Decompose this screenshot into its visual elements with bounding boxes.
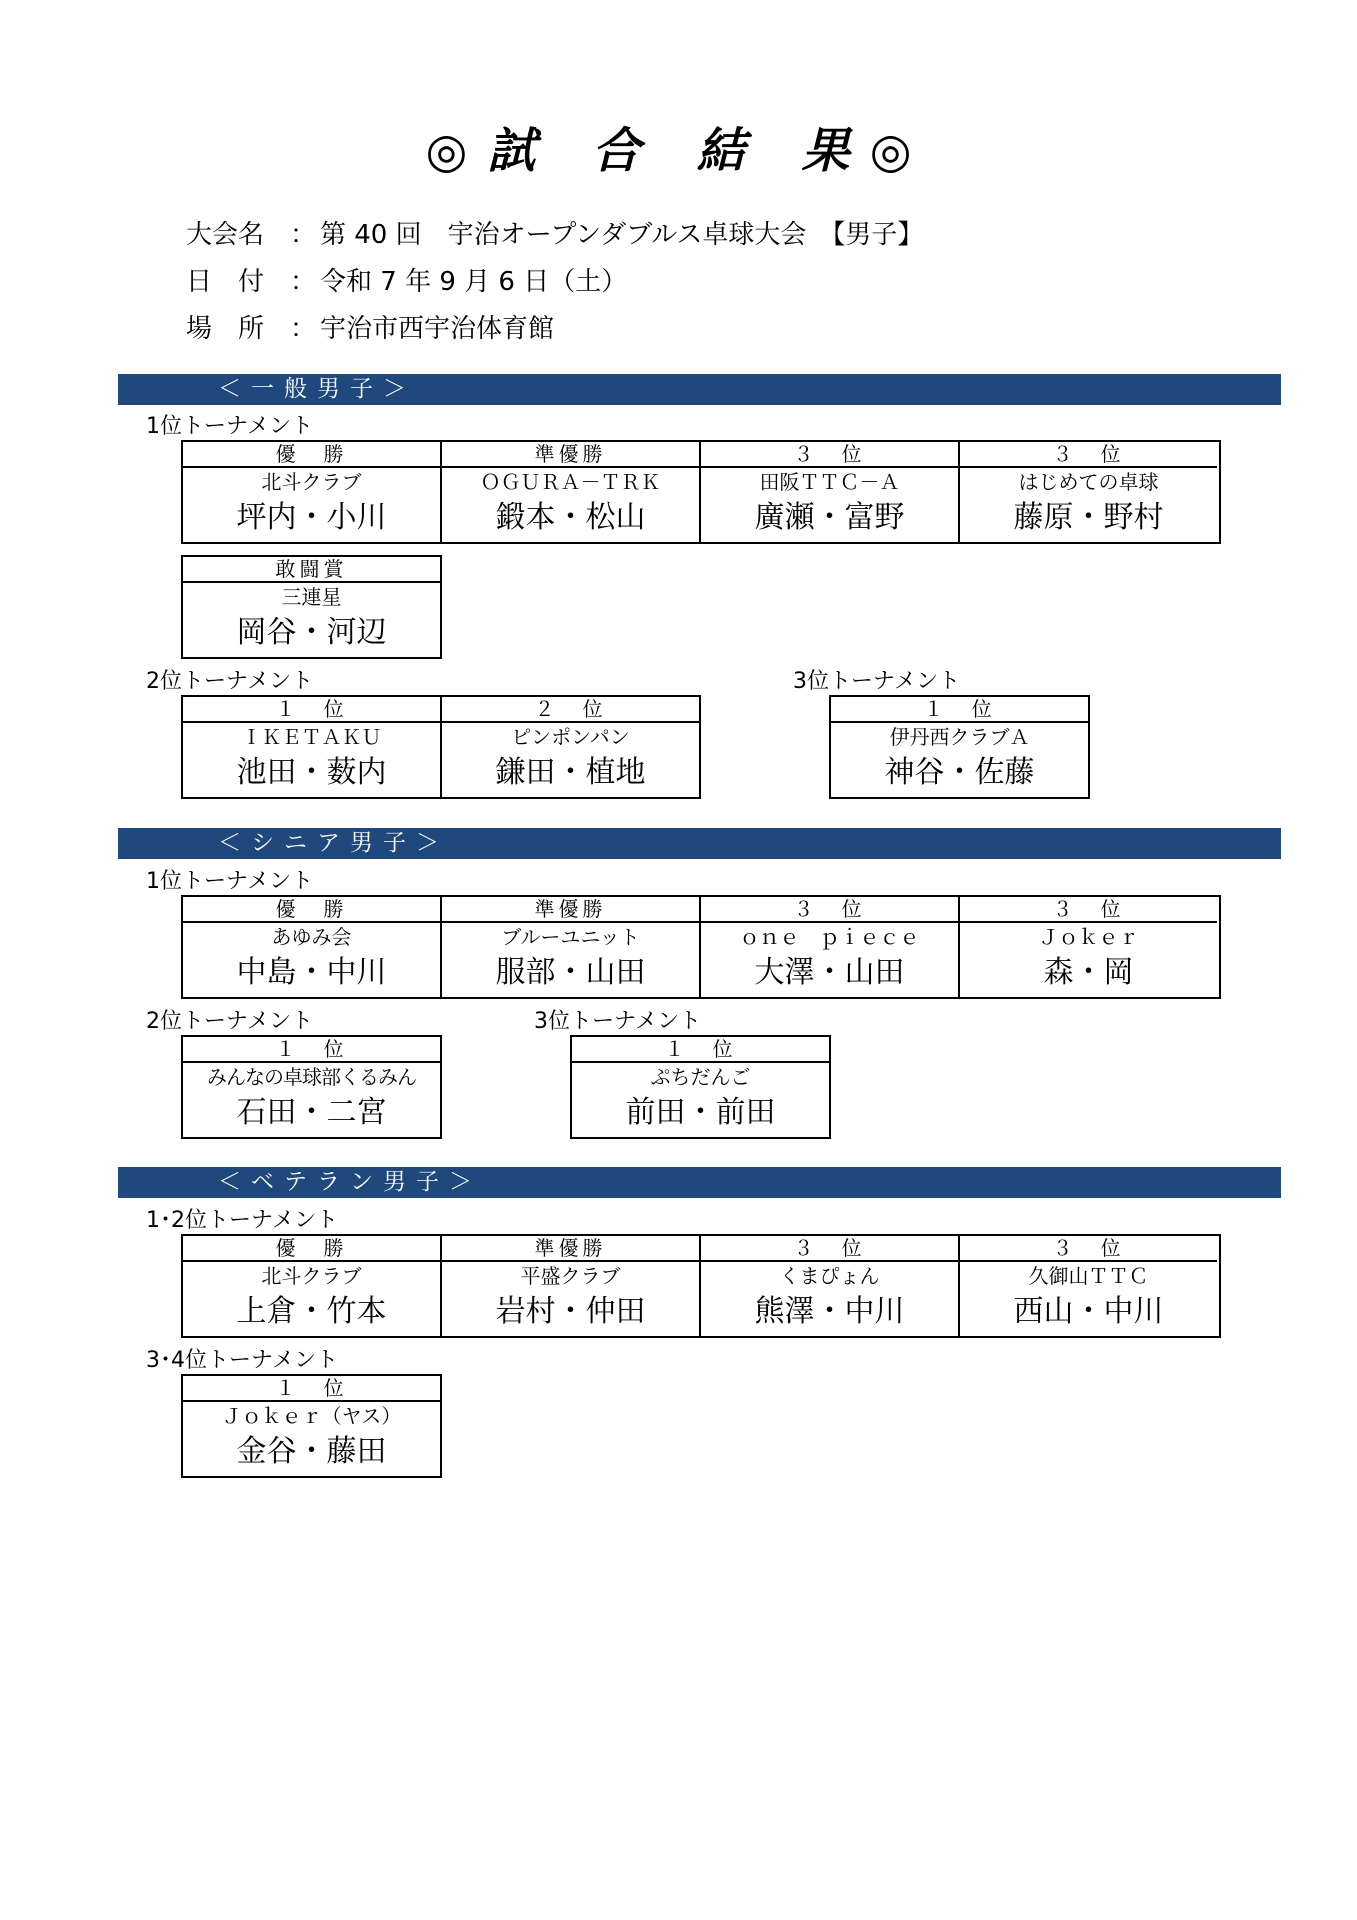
club-name: あゆみ会 [271,925,352,949]
club-name: 三連星 [281,585,342,609]
result-cell [183,1236,442,1336]
result-cell [442,897,701,997]
rank-label: １ 位 [831,697,1088,723]
club-name: 北斗クラブ [261,1264,362,1288]
player-names: 服部・山田 [495,955,646,990]
rank-label: 優 勝 [183,442,440,468]
player-names: 熊澤・中川 [754,1294,905,1329]
result-cell [442,1236,701,1336]
club-name: Ｊｏｋｅｒ（ヤス） [221,1404,402,1428]
result-cell [442,442,701,542]
player-names: 池田・薮内 [236,755,387,790]
rank-label: 優 勝 [183,1236,440,1262]
results-table-senior-t1 [181,895,1221,999]
tournament-label: 2位トーナメント [146,1009,314,1034]
club-name: みんなの卓球部くるみん [207,1065,416,1089]
club-name: 北斗クラブ [261,470,362,494]
info-separator: ： [290,267,317,297]
club-name: ｏｎｅ ｐｉｅｃｅ [739,925,920,949]
club-name: ピンポンパン [511,725,630,749]
rank-label: １ 位 [183,1376,440,1402]
section-title: ＜シニア男子＞ [218,830,449,856]
info-label: 大会名 [186,220,265,250]
info-label: 日 付 [186,267,265,297]
rank-label: ３ 位 [960,442,1217,468]
results-table-veteran-t12 [181,1234,1221,1338]
tournament-label: 3位トーナメント [534,1009,702,1034]
club-name: ブルーユニット [501,925,640,949]
club-name: 平盛クラブ [520,1264,621,1288]
rank-label: ３ 位 [701,897,958,923]
result-cell [960,442,1217,542]
player-names: 鎌田・植地 [495,755,646,790]
player-names: 森・岡 [1043,955,1134,990]
section-bar-veteran [118,1167,1281,1198]
player-names: 上倉・竹本 [236,1294,387,1329]
info-venue-row [186,313,554,345]
info-label: 場 所 [186,314,265,344]
section-bar-general [118,374,1281,405]
player-names: 坪内・小川 [236,500,387,535]
player-names: 廣瀬・富野 [754,500,905,535]
info-date-row [186,266,627,298]
player-names: 岩村・仲田 [495,1294,646,1329]
result-cell [831,697,1088,797]
results-table-general-fighting-spirit [181,555,442,659]
rank-label: ３ 位 [960,1236,1217,1262]
result-cell [183,897,442,997]
info-value: 第 40 回 宇治オープンダブルス卓球大会 【男子】 [320,220,924,250]
player-names: 藤原・野村 [1013,500,1164,535]
results-table-veteran-t34 [181,1374,442,1478]
rank-label: ３ 位 [701,1236,958,1262]
tournament-label: 1位トーナメント [146,869,314,894]
info-value: 令和 7 年 9 月 6 日（土） [320,267,628,297]
result-cell [701,442,960,542]
results-table-general-t3 [829,695,1090,799]
rank-label: 準優勝 [442,897,699,923]
results-table-senior-t3 [570,1035,831,1139]
rank-label: 準優勝 [442,1236,699,1262]
rank-label: 優 勝 [183,897,440,923]
result-cell [183,697,442,797]
player-names: 岡谷・河辺 [236,615,387,650]
club-name: ぷちだんご [650,1065,751,1089]
player-names: 金谷・藤田 [236,1434,387,1469]
player-names: 前田・前田 [625,1095,776,1130]
player-names: 神谷・佐藤 [884,755,1035,790]
rank-label: 敢闘賞 [183,557,440,583]
result-cell [183,1376,440,1476]
player-names: 西山・中川 [1013,1294,1164,1329]
tournament-label: 3･4位トーナメント [146,1348,339,1373]
player-names: 中島・中川 [236,955,387,990]
rank-label: １ 位 [183,1037,440,1063]
club-name: ＩＫＥＴＡＫＵ [241,725,382,749]
club-name: くまぴょん [779,1264,880,1288]
section-title: ＜一般男子＞ [218,376,416,402]
results-table-senior-t2 [181,1035,442,1139]
result-cell [183,442,442,542]
rank-label: ３ 位 [701,442,958,468]
info-tournament-row [186,219,923,251]
tournament-label: 1位トーナメント [146,414,314,439]
results-table-general-t2 [181,695,701,799]
result-cell [183,557,440,657]
tournament-label: 1･2位トーナメント [146,1208,339,1233]
result-cell [960,897,1217,997]
page-title: ◎試 合 結 果◎ [425,123,932,179]
result-cell [960,1236,1217,1336]
section-title: ＜ベテラン男子＞ [218,1169,482,1195]
club-name: はじめての卓球 [1018,470,1159,494]
info-value: 宇治市西宇治体育館 [320,314,555,344]
rank-label: ３ 位 [960,897,1217,923]
section-bar-senior [118,828,1281,859]
club-name: 伊丹西クラブＡ [889,725,1030,749]
result-cell [701,897,960,997]
club-name: 田阪ＴＴＣ－Ａ [759,470,900,494]
result-cell [701,1236,960,1336]
results-table-general-t1 [181,440,1221,544]
tournament-label: 2位トーナメント [146,669,314,694]
result-cell [572,1037,829,1137]
rank-label: １ 位 [572,1037,829,1063]
player-names: 石田・二宮 [236,1095,387,1130]
player-names: 大澤・山田 [754,955,905,990]
info-separator: ： [290,314,317,344]
player-names: 鍛本・松山 [495,500,646,535]
rank-label: ２ 位 [442,697,699,723]
rank-label: 準優勝 [442,442,699,468]
rank-label: １ 位 [183,697,440,723]
info-separator: ： [290,220,317,250]
result-cell [183,1037,440,1137]
tournament-label: 3位トーナメント [793,669,961,694]
club-name: Ｊｏｋｅｒ [1038,925,1139,949]
result-cell [442,697,699,797]
club-name: 久御山ＴＴＣ [1028,1264,1149,1288]
club-name: ＯＧＵＲＡ－ＴＲＫ [480,470,661,494]
